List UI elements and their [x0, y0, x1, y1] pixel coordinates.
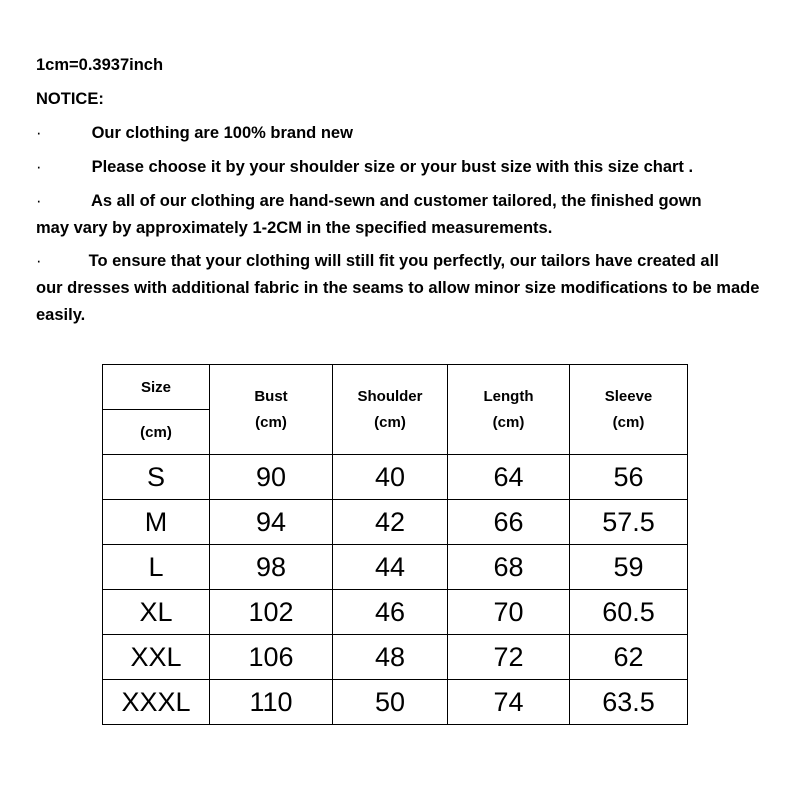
size-cell: L: [103, 545, 210, 590]
bust-column-label: Bust: [254, 387, 288, 405]
notice-item-continuation: may vary by approximately 1-2CM in the specified measurements.: [36, 219, 553, 237]
sleeve-column-unit: (cm): [612, 413, 645, 431]
table-row-l: [103, 545, 688, 590]
length-cell: 72: [448, 635, 570, 680]
sleeve-header-cell: [570, 365, 688, 455]
length-column-label: Length: [483, 387, 534, 405]
size-cell: XXXL: [103, 680, 210, 725]
length-column-unit: (cm): [492, 413, 525, 431]
bust-cell: 90: [210, 455, 333, 500]
length-header-cell: [448, 365, 570, 455]
table-row-xxl: [103, 635, 688, 680]
size-chart-table: [102, 364, 688, 725]
notice-title: NOTICE:: [36, 90, 104, 108]
shoulder-cell: 40: [333, 455, 448, 500]
table-row-xl: [103, 590, 688, 635]
sleeve-cell: 56: [570, 455, 688, 500]
size-cell: XL: [103, 590, 210, 635]
shoulder-cell: 46: [333, 590, 448, 635]
unit-conversion: 1cm=0.3937inch: [36, 56, 164, 74]
shoulder-cell: 50: [333, 680, 448, 725]
notice-item-size-choice: [36, 154, 781, 181]
notice-item-fit: [36, 248, 781, 329]
notice-item-text: To ensure that your clothing will still fit you perfectly, our tailors have created all: [88, 252, 719, 270]
size-column-label: Size: [140, 378, 171, 396]
shoulder-column-label: Shoulder: [357, 387, 423, 405]
length-cell: 74: [448, 680, 570, 725]
length-cell: 70: [448, 590, 570, 635]
notice-item-new: [36, 120, 781, 147]
table-row-xxxl: [103, 680, 688, 725]
sleeve-cell: 63.5: [570, 680, 688, 725]
size-header-unit-cell: [103, 410, 210, 455]
shoulder-header-cell: [333, 365, 448, 455]
bullet-dot: ·: [36, 124, 42, 142]
notice-item-continuation: our dresses with additional fabric in the seams to allow minor size modifications to be made easily.: [36, 279, 760, 324]
sleeve-cell: 57.5: [570, 500, 688, 545]
bust-cell: 102: [210, 590, 333, 635]
size-column-unit: (cm): [140, 423, 172, 441]
shoulder-cell: 42: [333, 500, 448, 545]
table-row-s: [103, 455, 688, 500]
table-header-row: [103, 365, 688, 410]
notice-item-text: Please choose it by your shoulder size or your bust size with this size chart .: [91, 158, 694, 176]
length-cell: 66: [448, 500, 570, 545]
size-cell: XXL: [103, 635, 210, 680]
shoulder-column-unit: (cm): [374, 413, 406, 431]
notice-item-hand-sewn: [36, 188, 781, 242]
sleeve-cell: 60.5: [570, 590, 688, 635]
bust-cell: 98: [210, 545, 333, 590]
sleeve-cell: 59: [570, 545, 688, 590]
bust-header-cell: [210, 365, 333, 455]
notice-item-text: As all of our clothing are hand-sewn and customer tailored, the finished gown: [90, 192, 702, 210]
bullet-dot: ·: [36, 252, 42, 270]
length-cell: 64: [448, 455, 570, 500]
table-row-m: [103, 500, 688, 545]
bullet-dot: ·: [36, 158, 42, 176]
shoulder-cell: 44: [333, 545, 448, 590]
bust-cell: 106: [210, 635, 333, 680]
bust-column-unit: (cm): [255, 413, 287, 431]
notice-section: [36, 52, 781, 329]
sleeve-column-label: Sleeve: [604, 387, 653, 405]
bust-cell: 110: [210, 680, 333, 725]
bust-cell: 94: [210, 500, 333, 545]
sleeve-cell: 62: [570, 635, 688, 680]
length-cell: 68: [448, 545, 570, 590]
bullet-dot: ·: [36, 192, 42, 210]
shoulder-cell: 48: [333, 635, 448, 680]
size-cell: M: [103, 500, 210, 545]
size-cell: S: [103, 455, 210, 500]
size-header-label-cell: [103, 365, 210, 410]
notice-item-text: Our clothing are 100% brand new: [91, 124, 353, 142]
